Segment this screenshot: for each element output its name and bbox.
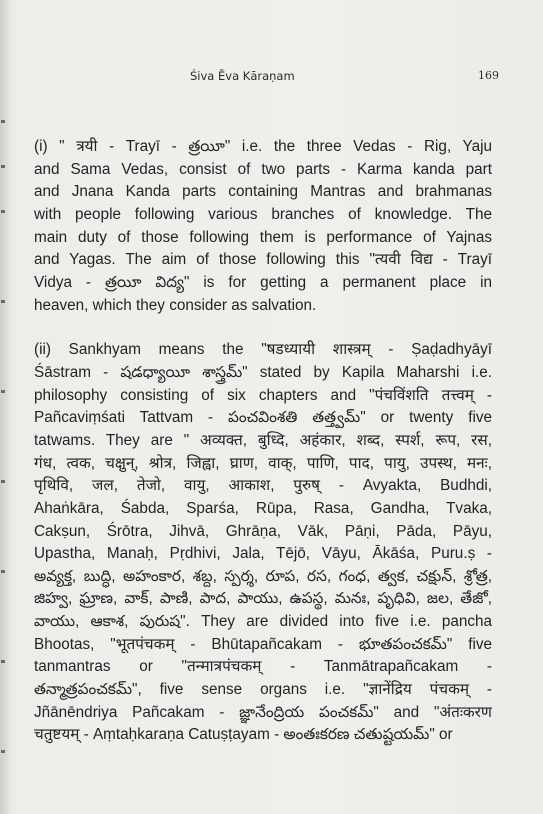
text-line: జిహ్వ, ఘ్రాణ, వాక్, పాణి, పాద, పాయు, ఉపస్థ, మనః, పృధివి, జల, తేజో, — [34, 590, 492, 608]
text-line: Ahaṅkāra, Śabda, Sparśa, Rūpa, Rasa, Gandha, Tvaka, — [34, 499, 492, 517]
text-line: पृथिवि, जल, तेजो, वायु, आकाश, पुरुष् - Avyakta, Budhdi, — [34, 477, 492, 495]
binding-mark — [1, 300, 5, 303]
binding-mark — [1, 570, 5, 573]
text-line: philosophy consisting of six chapters and "पंचविंशति तत्त्वम् - — [34, 386, 492, 404]
binding-mark — [1, 210, 5, 213]
paragraph-trayi — [34, 136, 492, 317]
text-line: Bhootas, "भूतपंचकम् - Bhūtapañcakam - భూతపంచకమ్" five — [34, 635, 492, 653]
text-line: and Yagas. The aim of those following this "त्यवी विद्य - Trayī — [34, 251, 492, 269]
text-line: (i) " त्रयी - Trayī - త్రయీ" i.e. the three Vedas - Rig, Yaju — [34, 138, 492, 155]
text-line: and Jnana Kanda parts containing Mantras and brahmanas — [34, 183, 492, 201]
text-line: main duty of those following them is performance of Yajnas — [34, 228, 492, 246]
text-line: चतुष्टयम् - Aṃtaḥkaraṇa Catuṣṭayam - అంతఃకరణ చతుష్టయమ్" or — [34, 726, 453, 744]
text-line: tatwams. They are " अव्यक्त, बुध्दि, अहंकार, शब्द, स्पर्श, रूप, रस, — [34, 431, 492, 449]
binding-mark — [1, 120, 5, 123]
body-text — [34, 136, 492, 747]
paragraph-sankhyam — [34, 339, 492, 747]
text-line: (ii) Sankhyam means the "षडध्यायी शास्त्रम् - Ṣaḍadhyāyī — [34, 341, 492, 359]
binding-mark — [1, 660, 5, 663]
page-binding-edge — [0, 0, 10, 814]
binding-mark — [1, 750, 5, 753]
binding-mark — [1, 390, 5, 393]
text-line: Cakṣun, Śrōtra, Jihvā, Ghrāṇa, Vāk, Pāṇi, Pāda, Pāyu, — [34, 522, 492, 540]
text-line: Śāstram - షడధ్యాయీ శాస్త్రమ్" stated by Kapila Maharshi i.e. — [34, 363, 492, 381]
text-line: Jñānēndriya Pañcakam - జ్ఞానేంద్రియ పంచకమ్" and "अंतःकरण — [34, 703, 492, 721]
text-line: heaven, which they consider as salvation. — [34, 296, 317, 314]
text-line: Pañcaviṃśati Tattvam - పంచవింశతి తత్త్వమ్" or twenty five — [34, 409, 492, 427]
text-line: అవ్యక్త, బుద్ధి, అహంకార, శబ్ద, స్పర్శ, రూప, రస, గంధ, త్వక, చక్షున్, శ్రోత్ర, — [34, 567, 492, 585]
text-line: गंध, त्वक, चक्षुन्, श्रोत्र, जिह्वा, घ्राण, वाक्, पाणि, पाद, पायु, उपस्थ, मनः, — [34, 454, 492, 472]
running-header — [0, 69, 543, 85]
text-line: tanmantras or "तन्मात्रपंचकम् - Tanmātrapañcakam - — [34, 658, 492, 676]
text-line: Vidya - త్రయీ విద్య" is for getting a permanent place in — [34, 273, 492, 291]
text-line: వాయు, ఆకాశ, పురుష". They are divided into five i.e. pancha — [34, 613, 492, 631]
text-line: with people following various branches of knowledge. The — [34, 205, 492, 223]
running-title: Śiva Ēva Kāraṇam — [190, 69, 295, 83]
binding-mark — [1, 480, 5, 483]
binding-mark — [1, 165, 5, 168]
text-line: and Sama Vedas, consist of two parts - Karma kanda part — [34, 160, 492, 178]
paragraph-gap — [34, 317, 492, 339]
text-line: తన్మాత్రపంచకమ్", five sense organs i.e. "ज्ञानेंद्रिय पंचकम् - — [34, 681, 492, 699]
page-number: 169 — [478, 69, 499, 82]
text-line: Upastha, Manaḥ, Pṛdhivi, Jala, Tējō, Vāyu, Ākāśa, Puru.ṣ - — [34, 545, 492, 563]
